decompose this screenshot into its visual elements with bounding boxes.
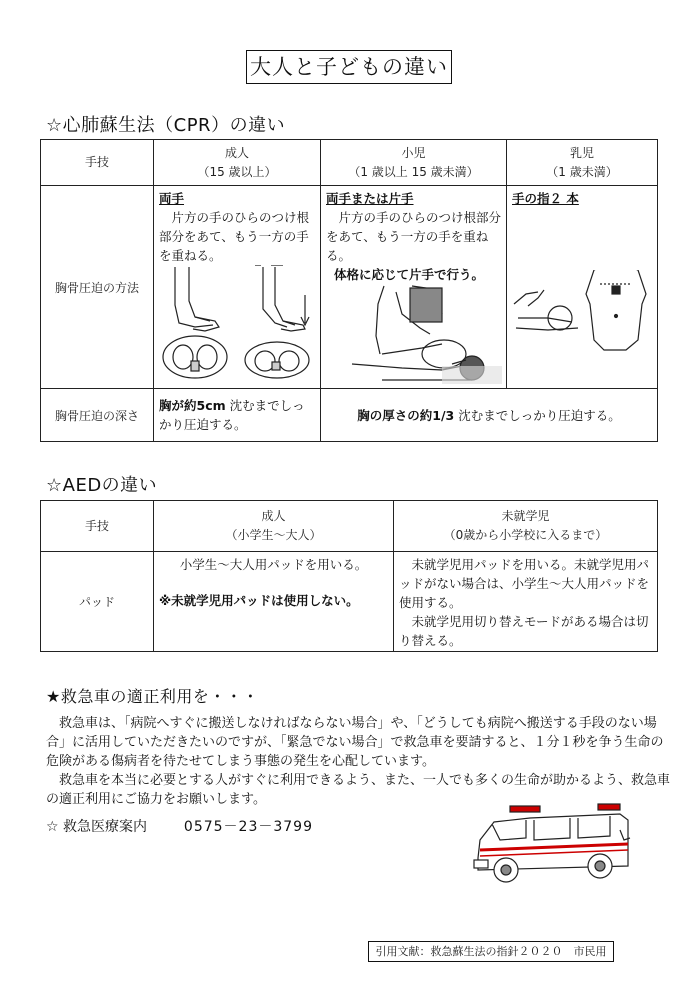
cpr-header-child-label: 小児: [401, 145, 426, 160]
aed-pad-row: [41, 552, 658, 652]
cpr-header-infant-range: （1 歳未満）: [546, 164, 618, 179]
cpr-header-technique: 手技: [41, 140, 154, 186]
cpr-method-child-title: 両手または片手: [326, 191, 414, 206]
aed-header-preschool-label: 未就学児: [501, 509, 550, 523]
contact-label: ☆ 救急医療案内: [46, 819, 148, 835]
cpr-depth-row: [41, 389, 658, 442]
ambulance-heading: ★救急車の適正利用を・・・: [46, 687, 259, 706]
aed-header-adult-range: （小学生～大人）: [225, 528, 322, 542]
page-title: 大人と子どもの違い: [246, 50, 452, 84]
cpr-depth-label: 胸骨圧迫の深さ: [41, 389, 154, 442]
cpr-depth-adult: [154, 389, 321, 442]
footer-citation: 引用文献：救急蘇生法の指針２０２０ 市民用: [368, 941, 614, 962]
aed-header-adult: [154, 501, 394, 552]
cpr-method-child-text: 片方の手のひらのつけ根部分をあて、もう一方の手を重ねる。: [326, 210, 502, 263]
aed-pad-label: パッド: [41, 552, 154, 652]
cpr-method-label: 胸骨圧迫の方法: [41, 186, 154, 389]
cpr-header-adult-label: 成人: [224, 145, 249, 160]
cpr-header-adult: [154, 140, 321, 186]
cpr-method-adult-title: 両手: [159, 191, 185, 206]
aed-pad-adult-note: ※未就学児用パッドは使用しない。: [159, 593, 359, 608]
cpr-header-child: [321, 140, 507, 186]
ambulance-paragraph-2: 救急車を本当に必要とする人がすぐに利用できるよう、また、一人でも多くの生命が助かるよう、救急車の適正利用にご協力をお願いします。: [46, 773, 671, 807]
aed-pad-preschool-text1: 未就学児用パッドを用いる。未就学児用パッドがない場合は、小学生～大人用パッドを使用する。: [399, 557, 650, 610]
child-compression-illustration: [322, 284, 506, 386]
cpr-method-infant-title: 手の指２ 本: [512, 191, 579, 206]
aed-header-preschool: [394, 501, 658, 552]
cpr-depth-adult-bold: 胸が約5cm: [159, 398, 226, 413]
cpr-header-infant-label: 乳児: [569, 145, 594, 160]
cpr-method-adult-text: 片方の手のひらのつけ根部分をあて、もう一方の手を重ねる。: [159, 210, 310, 263]
aed-header-adult-label: 成人: [261, 509, 286, 523]
infant-compression-illustration: [508, 270, 658, 380]
aed-pad-preschool-text2: 未就学児用切り替えモードがある場合は切り替える。: [399, 614, 649, 648]
aed-header-technique: 手技: [41, 501, 154, 552]
aed-pad-adult: [154, 552, 394, 652]
aed-heading: ☆AEDの違い: [46, 475, 158, 496]
adult-compression-illustration: [155, 265, 320, 385]
cpr-depth-adult-text: 沈むまでしっかり圧迫する。: [159, 398, 305, 432]
cpr-header-row: [41, 140, 658, 186]
aed-pad-preschool: [394, 552, 658, 652]
aed-header-row: [41, 501, 658, 552]
aed-pad-adult-text: 小学生～大人用パッドを用いる。: [179, 557, 368, 572]
cpr-depth-child-text: 沈むまでしっかり圧迫する。: [454, 407, 621, 423]
aed-table: [40, 500, 658, 652]
cpr-heading: ☆心肺蘇生法（CPR）の違い: [46, 115, 286, 136]
cpr-table: [40, 139, 658, 442]
ambulance-paragraph-1: 救急車は、「病院へすぐに搬送しなければならない場合」や、「どうしても病院へ搬送する手段のない場合」に活用していただきたいのですが、「緊急でない場合」で救急車を要請すると、１分１秒を争う生命の危険がある傷病者を待たせてしまう事態の発生を心配しています。: [46, 716, 664, 769]
cpr-header-adult-range: （15 歳以上）: [197, 164, 277, 179]
cpr-depth-child-bold: 胸の厚さの約1/3: [357, 407, 455, 423]
cpr-method-child: [321, 186, 507, 389]
cpr-header-child-range: （1 歳以上 15 歳未満）: [348, 164, 479, 179]
contact-phone: 0575－23－3799: [183, 819, 313, 835]
cpr-depth-child-infant: [321, 389, 658, 442]
aed-header-preschool-range: （0歳から小学校に入るまで）: [443, 528, 608, 542]
cpr-method-row: [41, 186, 658, 389]
cpr-method-child-note: 体格に応じて片手で行う。: [334, 267, 485, 282]
contact-line: [46, 817, 313, 837]
cpr-method-infant: [507, 186, 658, 389]
cpr-header-infant: [507, 140, 658, 186]
cpr-method-adult: [154, 186, 321, 389]
ambulance-illustration: [470, 800, 640, 890]
